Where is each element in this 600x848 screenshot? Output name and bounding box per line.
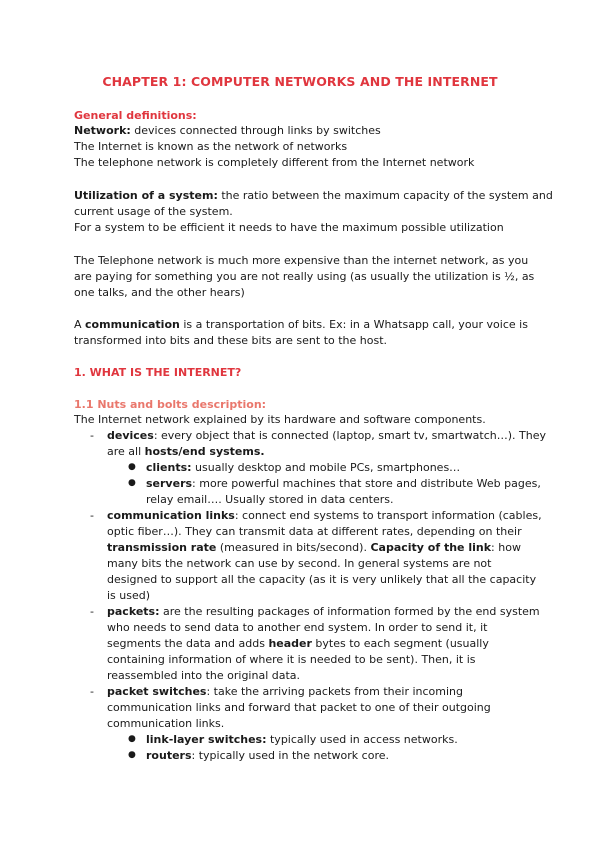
links-l3-mid: (measured in bits/second). [216,541,371,554]
network-term: Network: [74,124,131,137]
devices-line-1 [107,429,546,442]
routers-line [146,749,389,762]
links-line-6: is used) [107,589,151,602]
bullet-marker: ● [128,750,136,760]
utilization-term: Utilization of a system: [74,189,218,202]
servers-line-1 [146,477,541,490]
packets-line-3 [107,637,489,650]
packets-line-2: who needs to send data to another end system. In order to send it, it [107,621,488,634]
switches-line-3: communication links. [107,717,225,730]
clients-line [146,461,460,474]
section-1-heading: 1. WHAT IS THE INTERNET? [74,366,242,379]
hosts-term: hosts/end systems. [144,445,265,458]
internet-line: The Internet is known as the network of networks [74,140,348,153]
links-l3-post: : how [491,541,521,554]
utilization-line-2: current usage of the system. [74,205,233,218]
packet-switches-term: packet switches [107,685,207,698]
links-line-1 [107,509,542,522]
link-layer-def: typically used in access networks. [266,733,458,746]
communication-term: communication [85,318,180,331]
dash-marker: - [90,605,94,618]
routers-def: : typically used in the network core. [191,749,389,762]
switches-line-1 [107,685,463,698]
network-definition [74,124,381,137]
utilization-def: the ratio between the maximum capacity of the system and [217,189,553,202]
devices-l2-pre: are all [107,445,145,458]
telephone-paragraph-line-2: are paying for something you are not really using (as usually the utilization is ½, as [74,270,535,283]
packets-term: packets: [107,605,160,618]
links-term: communication links [107,509,235,522]
links-line-4: many bits the network can use by second. In general systems are not [107,557,492,570]
devices-term: devices [107,429,154,442]
servers-line-2: relay email…. Usually stored in data centers. [146,493,394,506]
devices-line-2 [107,445,265,458]
packets-line-5: reassembled into the original data. [107,669,301,682]
servers-term: servers [146,477,193,490]
links-line-2: optic fiber…). They can transmit data at different rates, depending on their [107,525,522,538]
servers-def: : more powerful machines that store and distribute Web pages, [192,477,541,490]
telephone-paragraph-line-1: The Telephone network is much more expensive than the internet network, as you [74,254,529,267]
subsection-intro: The Internet network explained by its hardware and software components. [74,413,486,426]
subsection-1-1-heading: 1.1 Nuts and bolts description: [74,398,267,411]
switches-line-2: communication links and forward that packet to one of their outgoing [107,701,491,714]
clients-term: clients: [146,461,192,474]
packets-l3-post: bytes to each segment (usually [311,637,489,650]
dash-marker: - [90,509,94,522]
network-def: devices connected through links by switches [130,124,381,137]
dash-marker: - [90,429,94,442]
bullet-marker: ● [128,478,136,488]
dash-marker: - [90,685,94,698]
telephone-paragraph-line-3: one talks, and the other hears) [74,286,245,299]
communication-line-1 [74,318,528,331]
utilization-definition [74,189,553,202]
clients-def: usually desktop and mobile PCs, smartphones… [191,461,461,474]
link-layer-term: link-layer switches: [146,733,267,746]
switches-def: : take the arriving packets from their incoming [206,685,464,698]
routers-term: routers [146,749,192,762]
bullet-marker: ● [128,462,136,472]
chapter-title: CHAPTER 1: COMPUTER NETWORKS AND THE INTERNET [102,74,498,89]
packets-def: are the resulting packages of information formed by the end system [159,605,540,618]
packets-line-1 [107,605,540,618]
general-definitions-heading: General definitions: [74,109,197,122]
communication-post: is a transportation of bits. Ex: in a Whatsapp call, your voice is [179,318,528,331]
utilization-line-3: For a system to be efficient it needs to have the maximum possible utilization [74,221,504,234]
link-layer-switches-line [146,733,458,746]
telephone-line: The telephone network is completely different from the Internet network [74,156,475,169]
devices-def: : every object that is connected (laptop, smart tv, smartwatch…). They [153,429,546,442]
transmission-rate-term: transmission rate [107,541,217,554]
capacity-term: Capacity of the link [370,541,492,554]
communication-line-2: transformed into bits and these bits are sent to the host. [74,334,388,347]
links-line-5: designed to support all the capacity (as it is very unlikely that all the capacity [107,573,537,586]
bullet-marker: ● [128,734,136,744]
packets-line-4: containing information of where it is needed to be sent). Then, it is [107,653,476,666]
communication-pre: A [74,318,86,331]
links-def: : connect end systems to transport information (cables, [234,509,542,522]
links-line-3 [107,541,521,554]
header-term: header [268,637,312,650]
packets-l3-pre: segments the data and adds [107,637,269,650]
